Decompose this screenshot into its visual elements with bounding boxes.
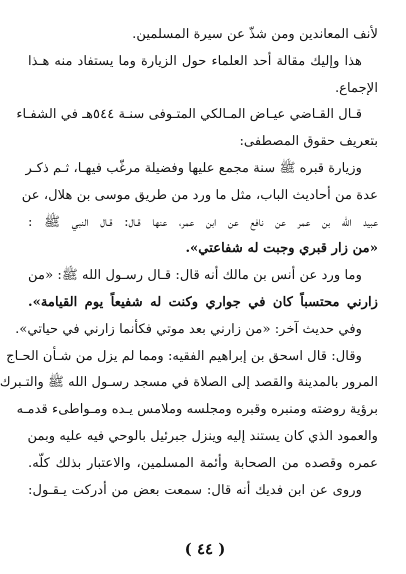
text-line-14: المرور بالمدينة والقصد إلى الصلاة في مسجد رسـول الله ﷺ والتـبرك [0,375,378,391]
text-line-6: وزيارة قبره ﷺ سنة مجمع عليها وفضيلة مرغّب فيهـا، ثـم ذكـر [25,160,362,176]
text-line-5: بتعريف حقوق المصطفى: [239,134,378,150]
page-number: ( ٤٤ ) [184,540,226,558]
text-line-8: عبيد الله بن عمر عن نافع عن ابن عمر، عنها قـال: قـال النبي ﷺ : [28,214,378,230]
text-line-11: زارني محتسباً كان في جواري وكنت له شفيعاً يوم القيامة». [28,294,378,310]
text-line-17: عمره وقصده من الصحابة وأئمة المسلمين، والاعتبار بذلك كلّه. [28,455,378,471]
text-line-9: «من زار قبري وجبت له شفاعتي». [185,241,378,257]
text-line-1: لأنف المعاندين ومن شذّ عن سيرة المسلمين. [132,27,378,42]
text-line-16: والعمود الذي كان يستند إليه وينزل جبرئيل بالوحي فيه عليه وبمن [27,428,378,444]
text-line-18: وروى عن ابن فديك أنه قال: سمعت بعض من أدركت يـقـول: [28,482,362,498]
text-line-13: وقال: قال اسحق بن إبراهيم الفقيه: ومما لم يزل من شـأن الحـاج [6,348,362,364]
text-line-10: وما ورد عن أنس بن مالك أنه قال: قـال رسـول الله ﷺ: «من [28,268,362,284]
text-line-3: الإجماع. [334,80,378,96]
text-line-4: قـال القـاضي عيـاض المـالكي المتـوفى سنـة ٥٤٤هـ في الشفـاء [16,107,362,123]
text-line-2: هذا وإليك مقالة أحد العلماء حول الزيارة وما يستفاد منه هـذا [28,53,362,69]
body-text [0,22,378,504]
text-line-12: وفي حديث آخر: «من زارني بعد موتي فكأنما زارني في حياتي». [15,321,362,337]
text-line-15: برؤية روضته ومنبره وقبره ومجلسه وملامس يـده ومـواطىء قدمـه [16,402,378,418]
text-line-7: عدة من أحاديث الباب، مثل ما ورد من طريق موسى بن هلال، عن [21,187,378,203]
